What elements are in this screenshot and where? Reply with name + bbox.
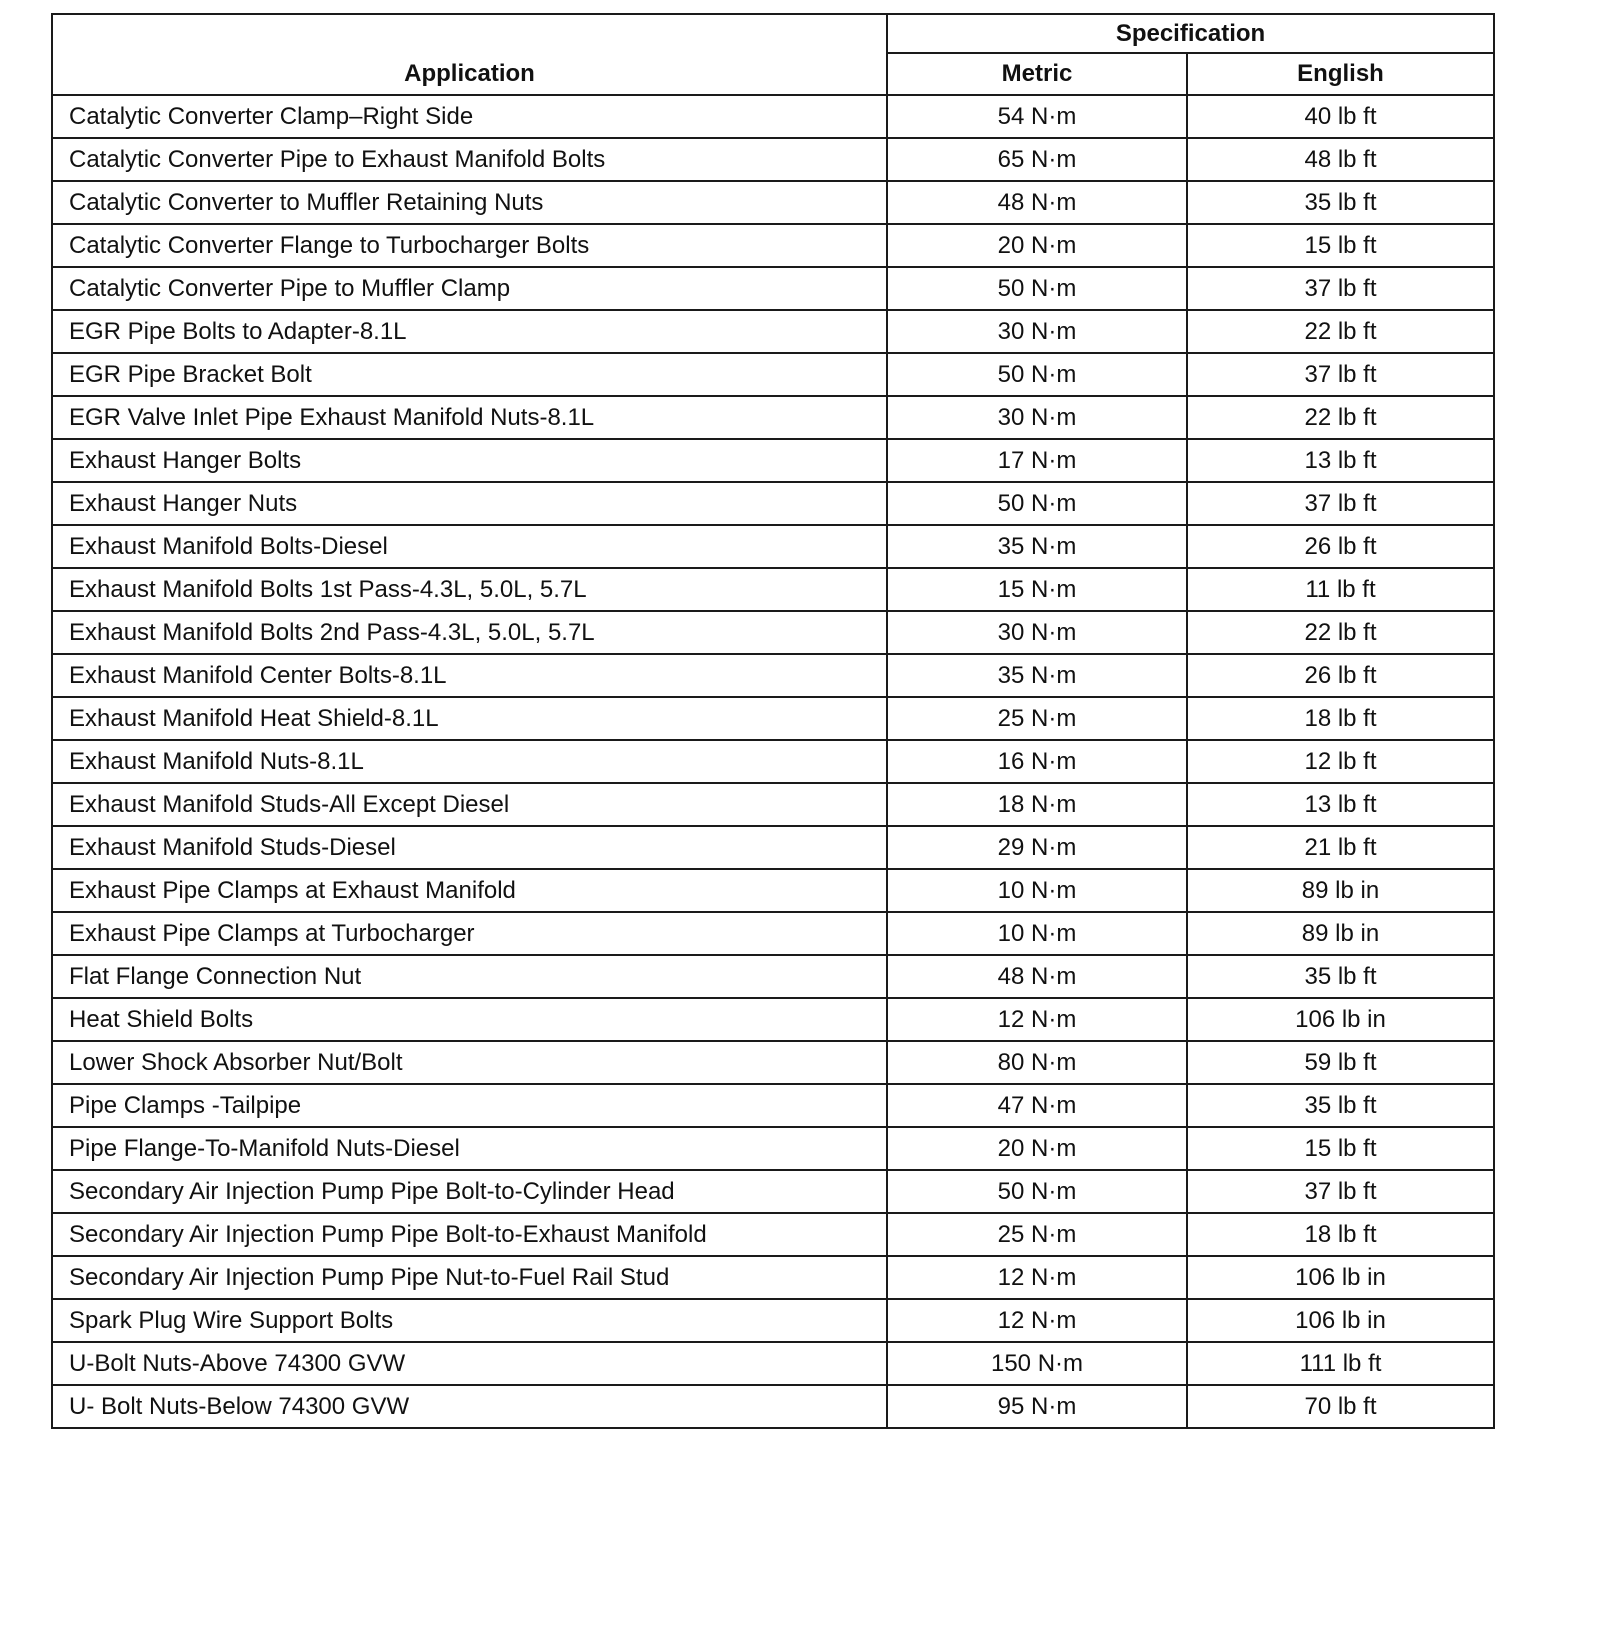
torque-spec-table xyxy=(51,13,1495,1429)
metric-cell: 30 N·m xyxy=(887,310,1187,353)
english-cell: 35 lb ft xyxy=(1187,1084,1494,1127)
english-cell: 13 lb ft xyxy=(1187,783,1494,826)
english-cell: 18 lb ft xyxy=(1187,697,1494,740)
table-header xyxy=(52,14,1494,95)
application-cell: Flat Flange Connection Nut xyxy=(52,955,887,998)
table-row xyxy=(52,1041,1494,1084)
application-cell: Secondary Air Injection Pump Pipe Nut-to-Fuel Rail Stud xyxy=(52,1256,887,1299)
english-cell: 37 lb ft xyxy=(1187,482,1494,525)
metric-cell: 54 N·m xyxy=(887,95,1187,138)
application-cell: Secondary Air Injection Pump Pipe Bolt-to-Exhaust Manifold xyxy=(52,1213,887,1256)
table-row xyxy=(52,396,1494,439)
application-cell: Exhaust Manifold Nuts-8.1L xyxy=(52,740,887,783)
english-cell: 35 lb ft xyxy=(1187,955,1494,998)
metric-cell: 80 N·m xyxy=(887,1041,1187,1084)
table-row xyxy=(52,998,1494,1041)
table-row xyxy=(52,224,1494,267)
application-cell: Exhaust Pipe Clamps at Turbocharger xyxy=(52,912,887,955)
metric-cell: 29 N·m xyxy=(887,826,1187,869)
table-row xyxy=(52,1084,1494,1127)
english-cell: 70 lb ft xyxy=(1187,1385,1494,1428)
application-cell: Exhaust Manifold Heat Shield-8.1L xyxy=(52,697,887,740)
metric-cell: 25 N·m xyxy=(887,697,1187,740)
metric-cell: 35 N·m xyxy=(887,654,1187,697)
application-cell: Exhaust Manifold Bolts 2nd Pass-4.3L, 5.0L, 5.7L xyxy=(52,611,887,654)
application-cell: Exhaust Manifold Bolts-Diesel xyxy=(52,525,887,568)
table-row xyxy=(52,138,1494,181)
english-cell: 11 lb ft xyxy=(1187,568,1494,611)
metric-cell: 12 N·m xyxy=(887,1256,1187,1299)
header-specification: Specification xyxy=(887,14,1494,53)
application-cell: Secondary Air Injection Pump Pipe Bolt-to-Cylinder Head xyxy=(52,1170,887,1213)
application-cell: Exhaust Manifold Studs-Diesel xyxy=(52,826,887,869)
english-cell: 26 lb ft xyxy=(1187,525,1494,568)
table-row xyxy=(52,1342,1494,1385)
metric-cell: 30 N·m xyxy=(887,611,1187,654)
metric-cell: 12 N·m xyxy=(887,1299,1187,1342)
table-row xyxy=(52,1127,1494,1170)
english-cell: 18 lb ft xyxy=(1187,1213,1494,1256)
english-cell: 106 lb in xyxy=(1187,1256,1494,1299)
application-cell: Exhaust Manifold Studs-All Except Diesel xyxy=(52,783,887,826)
table-row xyxy=(52,697,1494,740)
application-cell: Catalytic Converter Pipe to Exhaust Manifold Bolts xyxy=(52,138,887,181)
application-cell: Exhaust Manifold Bolts 1st Pass-4.3L, 5.0L, 5.7L xyxy=(52,568,887,611)
application-cell: U- Bolt Nuts-Below 74300 GVW xyxy=(52,1385,887,1428)
header-application: Application xyxy=(52,14,887,95)
english-cell: 89 lb in xyxy=(1187,912,1494,955)
table-row xyxy=(52,1170,1494,1213)
table-row xyxy=(52,525,1494,568)
application-cell: EGR Valve Inlet Pipe Exhaust Manifold Nuts-8.1L xyxy=(52,396,887,439)
english-cell: 59 lb ft xyxy=(1187,1041,1494,1084)
english-cell: 12 lb ft xyxy=(1187,740,1494,783)
english-cell: 15 lb ft xyxy=(1187,1127,1494,1170)
application-cell: U-Bolt Nuts-Above 74300 GVW xyxy=(52,1342,887,1385)
english-cell: 13 lb ft xyxy=(1187,439,1494,482)
header-english: English xyxy=(1187,53,1494,95)
table-body xyxy=(52,95,1494,1428)
application-cell: Pipe Clamps -Tailpipe xyxy=(52,1084,887,1127)
table-row xyxy=(52,611,1494,654)
metric-cell: 10 N·m xyxy=(887,912,1187,955)
metric-cell: 95 N·m xyxy=(887,1385,1187,1428)
application-cell: Lower Shock Absorber Nut/Bolt xyxy=(52,1041,887,1084)
table-row xyxy=(52,654,1494,697)
metric-cell: 15 N·m xyxy=(887,568,1187,611)
english-cell: 21 lb ft xyxy=(1187,826,1494,869)
table-row xyxy=(52,826,1494,869)
metric-cell: 65 N·m xyxy=(887,138,1187,181)
table-row xyxy=(52,740,1494,783)
english-cell: 37 lb ft xyxy=(1187,1170,1494,1213)
table-row xyxy=(52,1299,1494,1342)
metric-cell: 50 N·m xyxy=(887,353,1187,396)
table-row xyxy=(52,310,1494,353)
metric-cell: 48 N·m xyxy=(887,181,1187,224)
metric-cell: 50 N·m xyxy=(887,267,1187,310)
metric-cell: 50 N·m xyxy=(887,482,1187,525)
table-row xyxy=(52,869,1494,912)
english-cell: 15 lb ft xyxy=(1187,224,1494,267)
english-cell: 106 lb in xyxy=(1187,1299,1494,1342)
metric-cell: 20 N·m xyxy=(887,1127,1187,1170)
metric-cell: 18 N·m xyxy=(887,783,1187,826)
application-cell: Spark Plug Wire Support Bolts xyxy=(52,1299,887,1342)
english-cell: 111 lb ft xyxy=(1187,1342,1494,1385)
english-cell: 37 lb ft xyxy=(1187,267,1494,310)
english-cell: 26 lb ft xyxy=(1187,654,1494,697)
table-row xyxy=(52,1385,1494,1428)
english-cell: 22 lb ft xyxy=(1187,611,1494,654)
application-cell: Heat Shield Bolts xyxy=(52,998,887,1041)
metric-cell: 150 N·m xyxy=(887,1342,1187,1385)
table-row xyxy=(52,353,1494,396)
metric-cell: 50 N·m xyxy=(887,1170,1187,1213)
metric-cell: 48 N·m xyxy=(887,955,1187,998)
metric-cell: 35 N·m xyxy=(887,525,1187,568)
table-row xyxy=(52,267,1494,310)
english-cell: 22 lb ft xyxy=(1187,396,1494,439)
application-cell: Pipe Flange-To-Manifold Nuts-Diesel xyxy=(52,1127,887,1170)
english-cell: 106 lb in xyxy=(1187,998,1494,1041)
table-row xyxy=(52,568,1494,611)
table-row xyxy=(52,783,1494,826)
english-cell: 40 lb ft xyxy=(1187,95,1494,138)
english-cell: 48 lb ft xyxy=(1187,138,1494,181)
table-row xyxy=(52,439,1494,482)
english-cell: 89 lb in xyxy=(1187,869,1494,912)
application-cell: Catalytic Converter to Muffler Retaining Nuts xyxy=(52,181,887,224)
table-row xyxy=(52,1213,1494,1256)
application-cell: Exhaust Manifold Center Bolts-8.1L xyxy=(52,654,887,697)
table-row xyxy=(52,955,1494,998)
application-cell: Catalytic Converter Clamp–Right Side xyxy=(52,95,887,138)
application-cell: Exhaust Hanger Bolts xyxy=(52,439,887,482)
application-cell: EGR Pipe Bracket Bolt xyxy=(52,353,887,396)
table-row xyxy=(52,181,1494,224)
english-cell: 37 lb ft xyxy=(1187,353,1494,396)
application-cell: Exhaust Pipe Clamps at Exhaust Manifold xyxy=(52,869,887,912)
metric-cell: 30 N·m xyxy=(887,396,1187,439)
metric-cell: 47 N·m xyxy=(887,1084,1187,1127)
application-cell: EGR Pipe Bolts to Adapter-8.1L xyxy=(52,310,887,353)
metric-cell: 20 N·m xyxy=(887,224,1187,267)
table-row xyxy=(52,912,1494,955)
table-row xyxy=(52,482,1494,525)
table-row xyxy=(52,95,1494,138)
table-row xyxy=(52,1256,1494,1299)
metric-cell: 25 N·m xyxy=(887,1213,1187,1256)
application-cell: Exhaust Hanger Nuts xyxy=(52,482,887,525)
metric-cell: 17 N·m xyxy=(887,439,1187,482)
header-metric: Metric xyxy=(887,53,1187,95)
metric-cell: 10 N·m xyxy=(887,869,1187,912)
metric-cell: 16 N·m xyxy=(887,740,1187,783)
metric-cell: 12 N·m xyxy=(887,998,1187,1041)
english-cell: 35 lb ft xyxy=(1187,181,1494,224)
english-cell: 22 lb ft xyxy=(1187,310,1494,353)
application-cell: Catalytic Converter Flange to Turbocharger Bolts xyxy=(52,224,887,267)
application-cell: Catalytic Converter Pipe to Muffler Clamp xyxy=(52,267,887,310)
